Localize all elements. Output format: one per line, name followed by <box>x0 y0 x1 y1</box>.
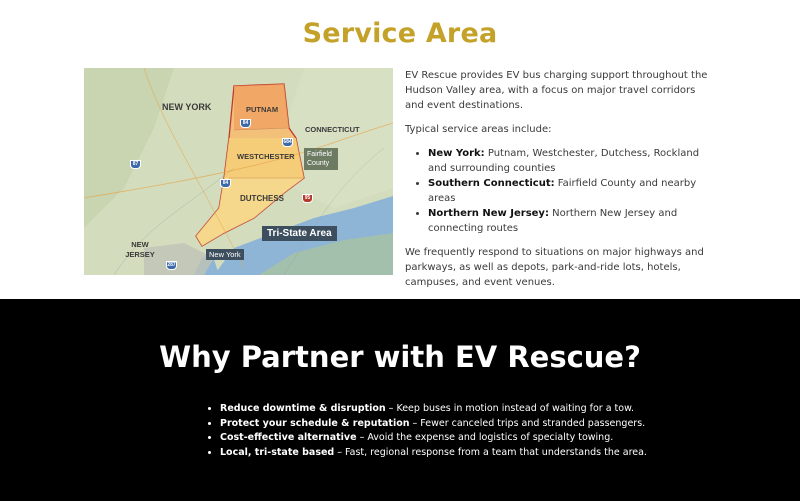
highway-shield: 87 <box>130 160 141 169</box>
list-item <box>428 206 715 236</box>
service-area-description <box>405 68 715 299</box>
highway-shield: 684 <box>283 139 292 145</box>
highway-shield: 84 <box>220 179 231 188</box>
area-name: New York: <box>428 148 485 159</box>
list-item <box>220 446 700 461</box>
benefit-text: – Keep buses in motion instead of waiting for a tow. <box>385 403 634 414</box>
area-desc: Fairfield County and nearby areas <box>428 178 697 204</box>
partner-benefits-list <box>220 402 700 460</box>
map-label-new-jersey: NEW JERSEY <box>125 240 155 259</box>
highway-shield: 287 <box>167 262 176 268</box>
service-area-title: Service Area <box>302 18 498 49</box>
area-desc: Northern New Jersey and connecting routes <box>428 208 678 234</box>
service-list-intro: Typical service areas include: <box>405 124 552 135</box>
highway-shield: 84 <box>240 119 251 128</box>
benefit-text: – Fast, regional response from a team that understands the area. <box>334 446 647 458</box>
service-area-list <box>428 146 715 236</box>
benefit-title: Protect your schedule & reputation <box>220 417 410 429</box>
list-item <box>220 417 700 432</box>
area-name: Southern Connecticut: <box>428 178 555 189</box>
area-desc: Putnam, Westchester, Dutchess, Rockland and surrounding counties <box>428 148 700 174</box>
service-area-map <box>84 68 393 275</box>
service-intro: EV Rescue provides EV bus charging support throughout the Hudson Valley area, with a focus on major travel corridors and event destinations. <box>405 70 708 111</box>
map-label-westchester: WESTCHESTER <box>237 152 295 161</box>
area-name: Northern New Jersey: <box>428 208 549 219</box>
map-label-connecticut: CONNECTICUT <box>305 125 360 134</box>
list-item <box>220 402 700 417</box>
map-label-dutchess: DUTCHESS <box>240 194 285 203</box>
list-item <box>428 176 715 206</box>
benefit-title: Cost-effective alternative <box>220 432 357 443</box>
partner-title: Why Partner with EV Rescue? <box>159 340 641 374</box>
list-item <box>220 431 700 446</box>
benefit-title: Reduce downtime & disruption <box>220 403 386 414</box>
map-label-fairfield: Fairfield County <box>304 148 338 170</box>
partner-section <box>0 299 800 501</box>
map-label-new-york-city: New York <box>206 249 244 260</box>
list-item <box>428 146 715 176</box>
benefit-title: Local, tri-state based <box>220 446 335 458</box>
service-outro: We frequently respond to situations on major highways and parkways, as well as depots, park-and-ride lots, hotels, campuses, and event venues. <box>405 247 704 288</box>
map-label-putnam: PUTNAM <box>246 105 279 114</box>
map-label-tri-state: Tri-State Area <box>262 226 337 241</box>
benefit-text: – Fewer canceled trips and stranded passengers. <box>409 417 646 429</box>
highway-shield: 95 <box>302 194 313 203</box>
map-label-new-york: NEW YORK <box>162 102 212 112</box>
benefit-text: – Avoid the expense and logistics of specialty towing. <box>356 432 614 443</box>
